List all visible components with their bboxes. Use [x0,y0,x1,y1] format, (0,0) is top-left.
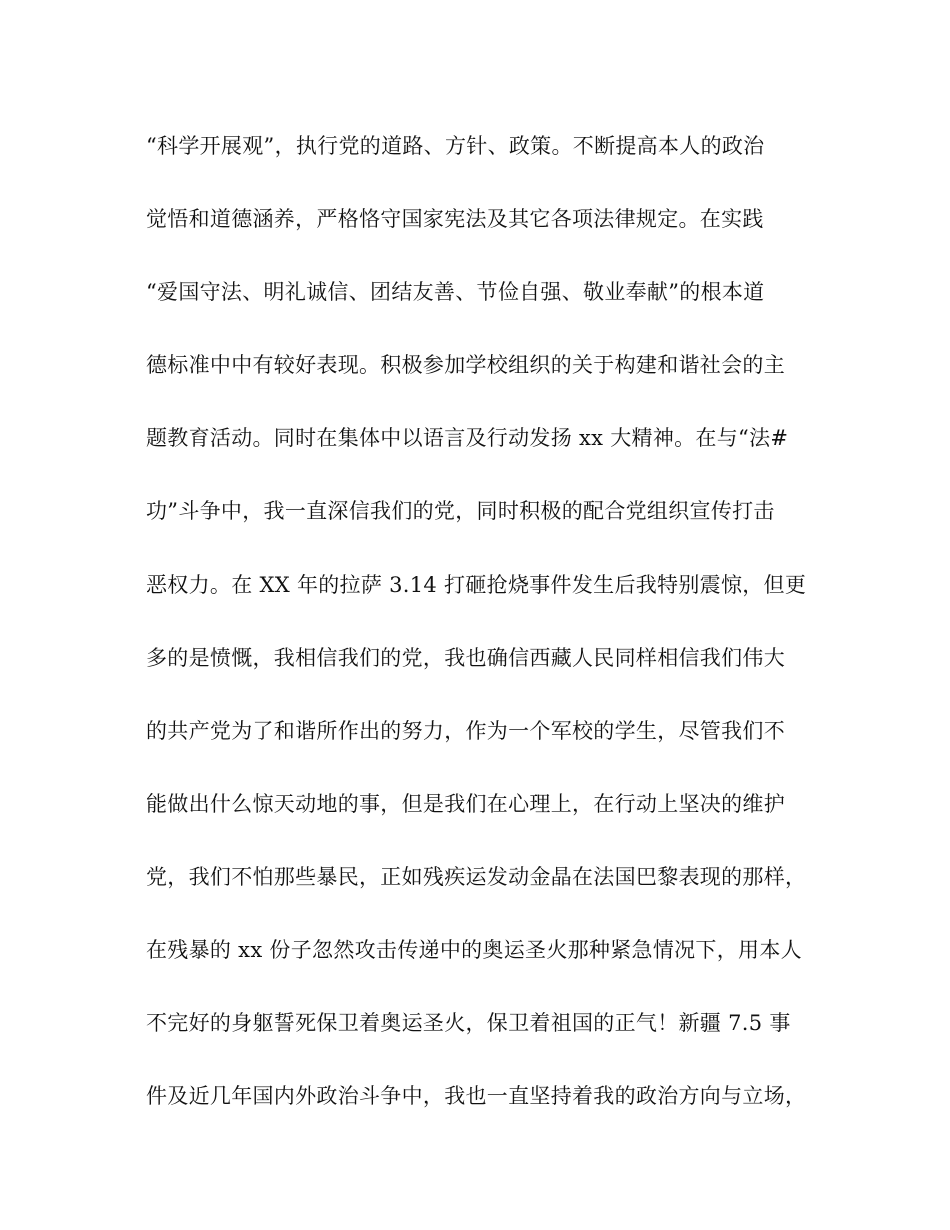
text-line-12: 在残暴的 xx 份子忽然攻击传递中的奥运圣火那种紧急情况下，用本人 [146,938,802,963]
text-line-5: 题教育活动。同时在集体中以语言及行动发扬 xx 大精神。在与“法# [146,426,789,451]
text-line-9: 的共产党为了和谐所作出的努力，作为一个军校的学生，尽管我们不 [146,718,785,743]
text-line-1: “科学开展观”，执行党的道路、方针、政策。不断提高本人的政治 [146,134,765,158]
text-line-4: 德标准中中有较好表现。积极参加学校组织的关于构建和谐社会的主 [146,353,785,378]
text-line-3: “爱国守法、明礼诚信、团结友善、节俭自强、敬业奉献”的根本道 [146,280,765,305]
text-line-10: 能做出什么惊天动地的事，但是我们在心理上，在行动上坚决的维护 [146,791,785,816]
text-line-6: 功”斗争中，我一直深信我们的党，同时积极的配合党组织宣传打击 [146,499,775,524]
text-line-14: 件及近几年国内外政治斗争中，我也一直坚持着我的政治方向与立场， [146,1084,807,1109]
document-body [146,120,816,1143]
text-line-7: 恶权力。在 XX 年的拉萨 3.14 打砸抢烧事件发生后我特别震惊，但更 [146,572,807,597]
text-line-13: 不完好的身躯誓死保卫着奥运圣火，保卫着祖国的正气！新疆 7.5 事 [146,1011,791,1036]
text-line-2: 觉悟和道德涵养，严格恪守国家宪法及其它各项法律规定。在实践 [146,207,764,232]
text-line-11: 党，我们不怕那些暴民，正如残疾运发动金晶在法国巴黎表现的那样， [146,864,807,889]
text-line-8: 多的是愤慨，我相信我们的党，我也确信西藏人民同样相信我们伟大 [146,645,785,670]
